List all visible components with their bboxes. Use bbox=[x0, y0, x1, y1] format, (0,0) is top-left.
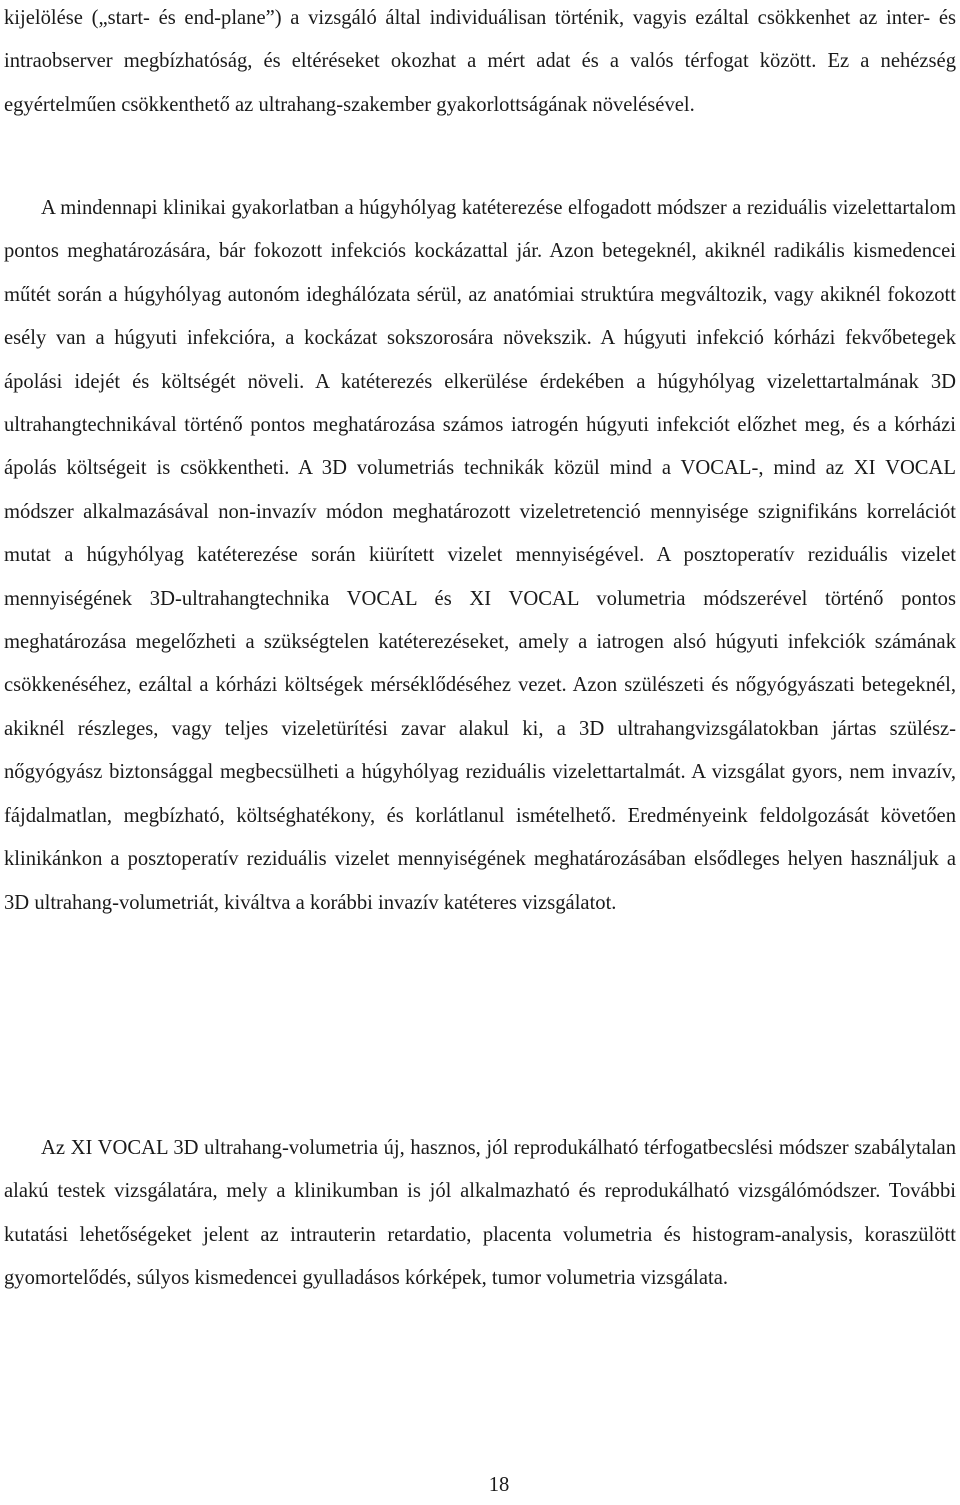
paragraph-continuation: kijelölése („start- és end-plane”) a vizsgáló által individuálisan történik, vagyis ezáltal csökkenhet az inter- és intraobserver megbízhatóság, és eltéréseket okozhat a mért adat és a valós térfogat között. Ez a nehézség egyértelműen csökkenthető az ultrahang-szakember gyakorlottságának növelésével. bbox=[4, 7, 956, 116]
page-number: 18 bbox=[488, 1474, 510, 1496]
paragraph-xi-vocal-summary: Az XI VOCAL 3D ultrahang-volumetria új, hasznos, jól reprodukálható térfogatbecslési módszer szabálytalan alakú testek vizsgálatára, mely a klinikumban is jól alkalmazható és reprodukálható vizsgálómódszer. További kutatási lehetőségeket jelent az intrauterin retardatio, placenta volumetria és histogram-analysis, koraszülött gyomortelődés, súlyos kismedencei gyulladásos kórképek, tumor volumetria vizsgálata. bbox=[4, 1137, 956, 1290]
paragraph-clinical-practice: A mindennapi klinikai gyakorlatban a húgyhólyag katéterezése elfogadott módszer a reziduális vizelettartalom pontos meghatározására, bár fokozott infekciós kockázattal jár. Azon betegeknél, akiknél radikális kismedencei műtét során a húgyhólyag autonóm ideghálózata sérül, az anatómiai struktúra megváltozik, vagy akiknél fokozott esély van a húgyuti infekcióra, a kockázat sokszorosára növekszik. A húgyuti infekció kórházi fekvőbetegek ápolási idejét és költségét növeli. A katéterezés elkerülése érdekében a húgyhólyag vizelettartalmának 3D ultrahangtechnikával történő pontos meghatározása számos iatrogén húgyuti infekciót előzhet meg, és a kórházi ápolás költségeit is csökkentheti. A 3D volumetriás technikák közül mind a VOCAL-, mind az XI VOCAL módszer alkalmazásával non-invazív módon meghatározott vizeletretenció mennyisége szignifikáns korrelációt mutat a húgyhólyag katéterezése során kiürített vizelet mennyiségével. A posztoperatív reziduális vizelet mennyiségének 3D-ultrahangtechnika VOCAL és XI VOCAL volumetria módszerével történő pontos meghatározása megelőzheti a szükségtelen katéterezéseket, amely a iatrogen alsó húgyuti infekciók számának csökkenéséhez, ezáltal a kórházi költségek mérséklődéséhez vezet. Azon szülészeti és nőgyógyászati betegeknél, akiknél részleges, vagy teljes vizeletürítési zavar alakul ki, a 3D ultrahangvizsgálatokban jártas szülész-nőgyógyász biztonsággal megbecsülheti a húgyhólyag reziduális vizelettartalmát. A vizsgálat gyors, nem invazív, fájdalmatlan, megbízható, költséghatékony, és korlátlanul ismételhető. Eredményeink feldolgozását követően klinikánkon a posztoperatív reziduális vizelet mennyiségének meghatározásában elsődleges helyen használjuk a 3D ultrahang-volumetriát, kiváltva a korábbi invazív katéteres vizsgálatot. bbox=[4, 197, 956, 914]
